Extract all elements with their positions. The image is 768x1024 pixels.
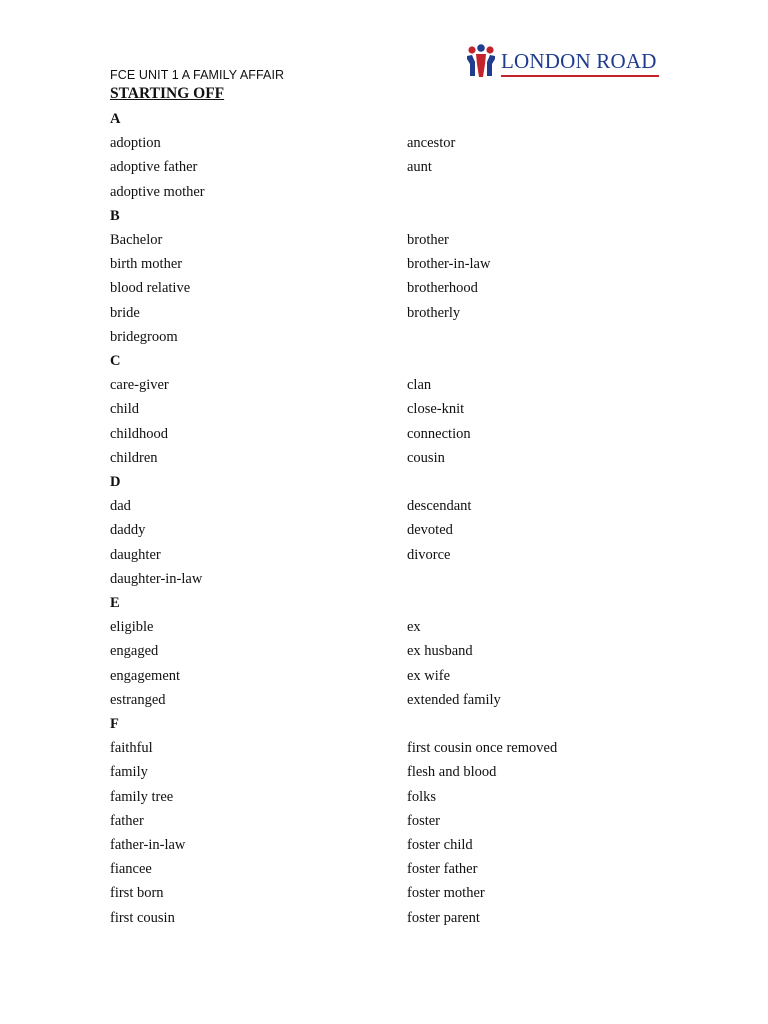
word-right: connection [407, 426, 471, 442]
word-right: foster father [407, 861, 478, 877]
word-row [110, 785, 710, 809]
word-left: daughter-in-law [110, 571, 203, 587]
letter-heading: C [110, 353, 121, 369]
word-row [110, 276, 710, 300]
word-left: adoptive father [110, 159, 198, 175]
london-road-logo [464, 44, 657, 80]
word-right: brotherhood [407, 280, 478, 296]
word-left: care-giver [110, 377, 169, 393]
word-right: divorce [407, 547, 451, 563]
word-row [110, 906, 710, 930]
word-right: close-knit [407, 401, 465, 417]
word-row [110, 518, 710, 542]
word-row [110, 155, 710, 179]
word-right: foster [407, 813, 441, 829]
word-left: bride [110, 305, 140, 321]
word-row [110, 228, 710, 252]
word-left: adoption [110, 135, 161, 151]
word-row [110, 567, 710, 591]
word-right: brother-in-law [407, 256, 491, 272]
letter-heading: E [110, 595, 120, 611]
word-row [110, 180, 710, 204]
letter-heading: A [110, 111, 121, 127]
word-row [110, 760, 710, 784]
word-row [110, 688, 710, 712]
word-row [110, 301, 710, 325]
word-right: brother [407, 232, 449, 248]
word-left: family [110, 764, 148, 780]
word-right: folks [407, 789, 436, 805]
word-left: bridegroom [110, 329, 178, 345]
word-right: ex husband [407, 643, 473, 659]
word-left: children [110, 450, 158, 466]
section-heading: STARTING OFF [110, 85, 225, 102]
word-left: engaged [110, 643, 159, 659]
word-row [110, 664, 710, 688]
word-right: flesh and blood [407, 764, 497, 780]
word-row [110, 615, 710, 639]
word-right: extended family [407, 692, 501, 708]
word-right: clan [407, 377, 432, 393]
letter-heading: B [110, 208, 120, 224]
unit-title: FCE UNIT 1 A FAMILY AFFAIR [110, 68, 285, 82]
word-left: daddy [110, 522, 146, 538]
word-row [110, 422, 710, 446]
logo-text: LONDON ROAD [501, 49, 657, 73]
word-left: eligible [110, 619, 154, 635]
word-left: father-in-law [110, 837, 186, 853]
word-left: Bachelor [110, 232, 163, 248]
word-row [110, 494, 710, 518]
word-right: devoted [407, 522, 453, 538]
word-row [110, 857, 710, 881]
word-right: descendant [407, 498, 472, 514]
word-row [110, 446, 710, 470]
word-left: engagement [110, 668, 181, 684]
word-right: foster parent [407, 910, 480, 926]
word-row [110, 543, 710, 567]
word-right: ex [407, 619, 421, 635]
word-right: aunt [407, 159, 432, 175]
word-left: father [110, 813, 144, 829]
word-row [110, 833, 710, 857]
word-row [110, 639, 710, 663]
word-left: dad [110, 498, 131, 514]
word-right: foster mother [407, 885, 485, 901]
word-left: estranged [110, 692, 166, 708]
word-right: foster child [407, 837, 473, 853]
word-row [110, 809, 710, 833]
word-right: first cousin once removed [407, 740, 558, 756]
word-left: family tree [110, 789, 174, 805]
word-left: adoptive mother [110, 184, 205, 200]
word-left: blood relative [110, 280, 191, 296]
word-left: fiancee [110, 861, 152, 877]
word-left: first born [110, 885, 164, 901]
word-right: brotherly [407, 305, 461, 321]
word-row [110, 881, 710, 905]
word-row [110, 397, 710, 421]
word-left: birth mother [110, 256, 183, 272]
letter-heading: F [110, 716, 119, 732]
word-left: daughter [110, 547, 161, 563]
word-row [110, 325, 710, 349]
word-row [110, 736, 710, 760]
word-row [110, 131, 710, 155]
word-right: cousin [407, 450, 445, 466]
word-right: ex wife [407, 668, 451, 684]
word-left: faithful [110, 740, 153, 756]
word-right: ancestor [407, 135, 456, 151]
word-left: childhood [110, 426, 168, 442]
three-people-logo-icon [464, 44, 498, 78]
word-row [110, 373, 710, 397]
word-left: first cousin [110, 910, 175, 926]
word-row [110, 252, 710, 276]
word-left: child [110, 401, 139, 417]
letter-heading: D [110, 474, 121, 490]
